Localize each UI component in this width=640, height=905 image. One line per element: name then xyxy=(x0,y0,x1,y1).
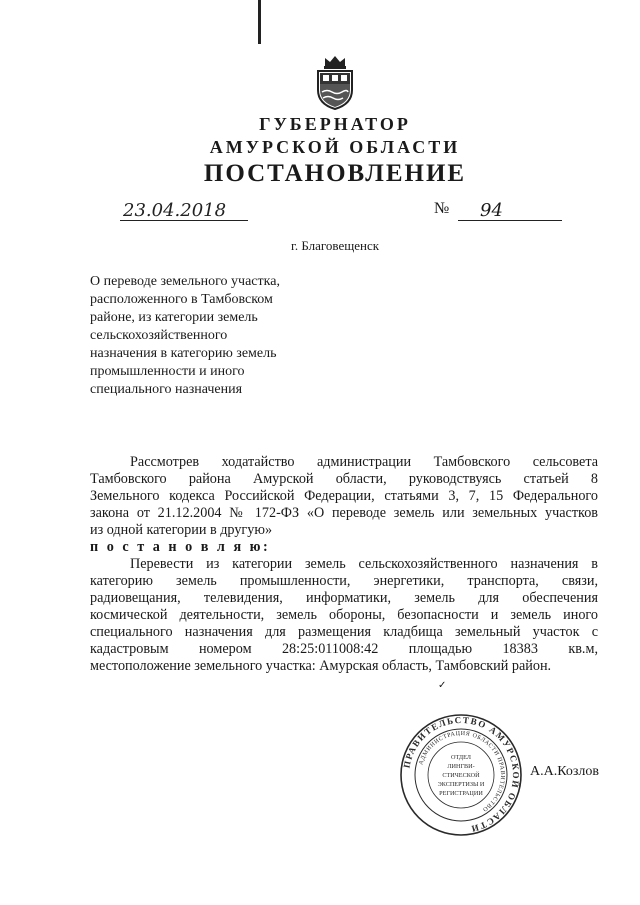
seal-ring-text: ПРАВИТЕЛЬСТВО АМУРСКОЙ ОБЛАСТИ xyxy=(401,714,522,835)
subject-line: специального назначения xyxy=(90,382,243,397)
number-field xyxy=(458,200,562,221)
signer-name: А.А.Козлов xyxy=(530,764,599,779)
preamble-line: Рассмотрев ходатайство администрации Тамбовского сельсовета xyxy=(130,454,598,470)
subject-line: назначения в категорию земель xyxy=(90,346,277,361)
subject-line: О переводе земельного участка, xyxy=(90,274,280,289)
scan-margin-mark xyxy=(258,0,261,44)
number-label: № xyxy=(434,200,450,217)
date-field xyxy=(120,200,248,221)
decree-title: ПОСТАНОВЛЕНИЕ xyxy=(203,160,467,187)
subject-line: промышленности и иного xyxy=(90,364,245,379)
subject-line: расположенного в Тамбовском xyxy=(90,292,273,307)
clause-line: радиовещания, телевидения, информатики, земель для обеспечения xyxy=(90,590,598,606)
pen-tick-mark: ✓ xyxy=(438,680,447,691)
coat-of-arms-icon xyxy=(313,54,357,110)
decree-number: 94 xyxy=(480,200,503,221)
seal-inner-ring-text: АДМИНИСТРАЦИЯ ОБЛАСТИ ПРАВИТЕЛЬСТВО xyxy=(418,730,506,813)
clause-line: космической деятельности, земель обороны, безопасности и земель иного xyxy=(90,607,598,623)
seal-center-line: ЛИНГВИ- xyxy=(447,763,475,770)
decree-date: 23.04.2018 xyxy=(123,200,227,221)
seal-center-line: СТИЧЕСКОЙ xyxy=(442,772,480,779)
decree-body xyxy=(90,454,598,675)
subject-block xyxy=(90,273,330,399)
city-name: г. Благовещенск xyxy=(290,238,380,253)
seal-center-line: ЭКСПЕРТИЗЫ И xyxy=(437,781,485,788)
preamble-line: закона от 21.12.2004 № 172-ФЗ «О переводе земель или земельных участков xyxy=(90,505,598,521)
subject-line: сельскохозяйственного xyxy=(90,328,228,343)
clause-line: кадастровым номером 28:25:011008:42 площадью 18383 кв.м, xyxy=(90,641,598,657)
preamble-line: Земельного кодекса Российской Федерации, статьями 3, 7, 15 Федерального xyxy=(90,488,598,504)
region-title: АМУРСКОЙ ОБЛАСТИ xyxy=(209,137,461,157)
clause-line: местоположение земельного участка: Амурская область, Тамбовский район. xyxy=(90,658,552,674)
seal-center-line: ОТДЕЛ xyxy=(451,754,471,761)
clause-line: специального назначения для размещения кладбища земельный участок с xyxy=(90,624,598,640)
official-seal-icon xyxy=(399,713,523,837)
clause-line: Перевести из категории земель сельскохозяйственного назначения в xyxy=(130,556,598,572)
clause-line: категорию земель промышленности, энергетики, транспорта, связи, xyxy=(90,573,598,589)
subject-line: районе, из категории земель xyxy=(90,310,258,325)
preamble-line: из одной категории в другую» xyxy=(90,522,273,538)
preamble-line: Тамбовского района Амурской области, руководствуясь статьей 8 xyxy=(90,471,598,487)
governor-title: ГУБЕРНАТОР xyxy=(259,114,411,134)
resolve-word: п о с т а н о в л я ю: xyxy=(90,539,271,555)
seal-center-line: РЕГИСТРАЦИИ xyxy=(439,790,483,797)
